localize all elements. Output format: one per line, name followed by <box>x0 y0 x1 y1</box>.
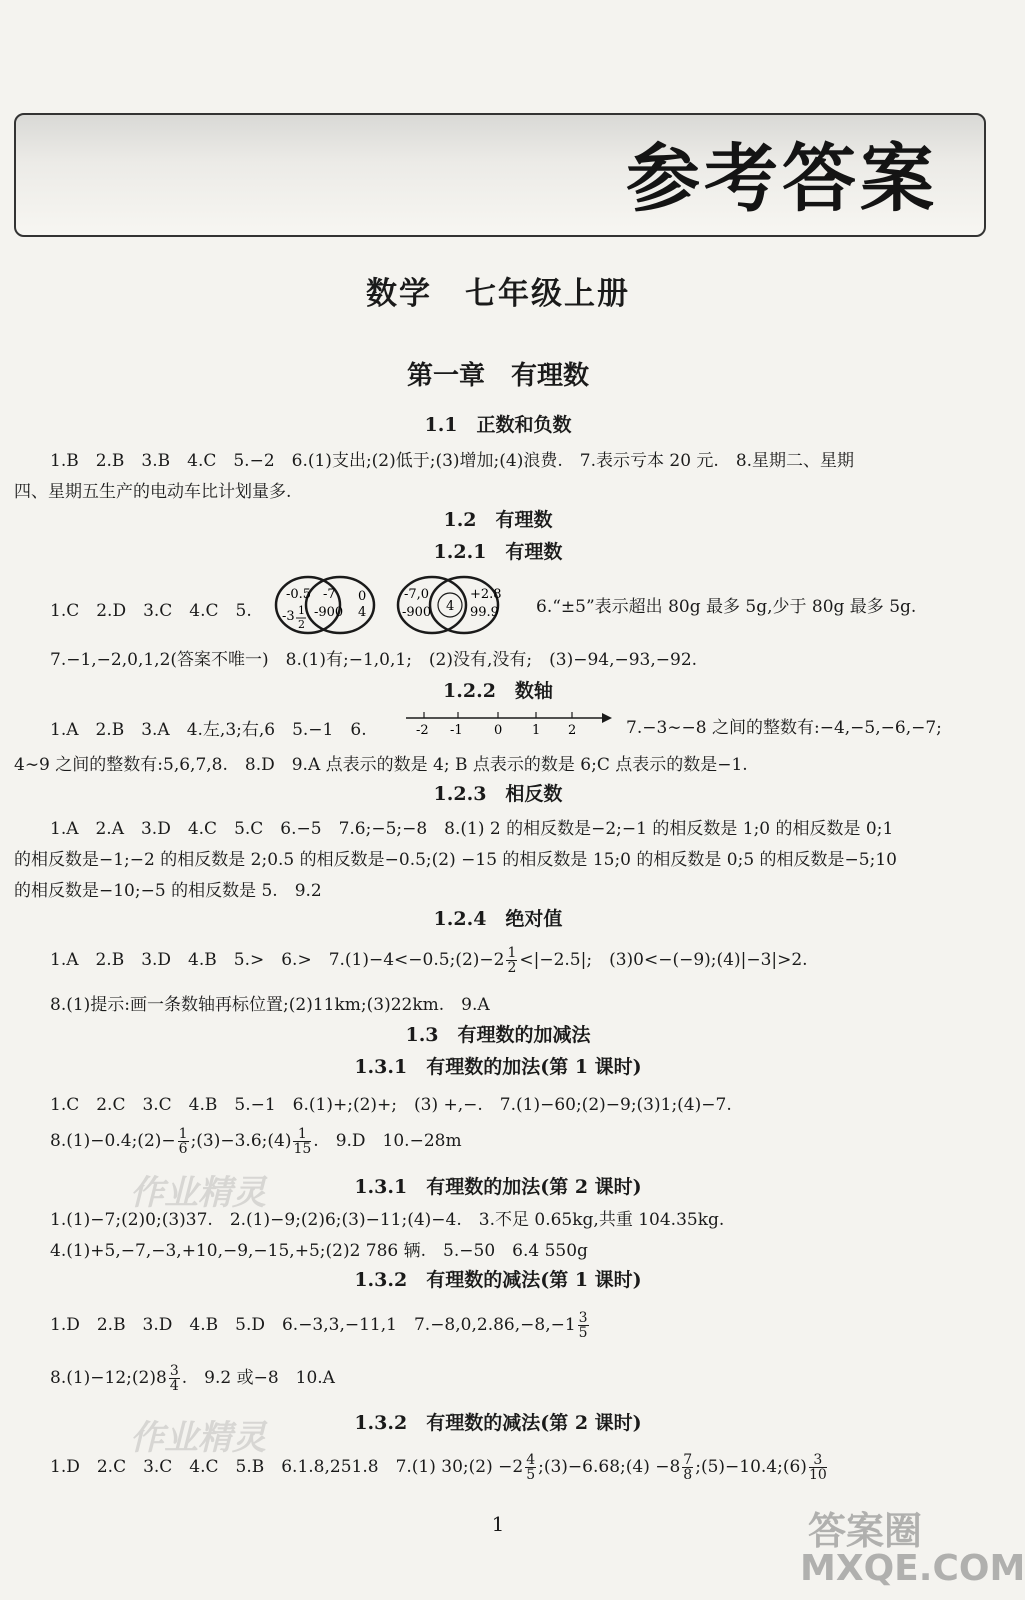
venn1-left-2: 1 <box>298 604 305 617</box>
venn2-left-1: -900 <box>402 605 432 620</box>
chapter-title: 第一章 有理数 <box>406 361 589 391</box>
watermark-logo: 答案圈 <box>808 1509 923 1553</box>
tick-label: 2 <box>568 723 577 738</box>
section-heading: 1.3 有理数的加减法 <box>405 1024 591 1046</box>
section-heading: 1.2.4 绝对值 <box>433 908 563 930</box>
answer-line: 1.A 2.A 3.D 4.C 5.C 6.−5 7.6;−5;−8 8.(1) 2 的相反数是−2;−1 的相反数是 1;0 的相反数是 0;1 <box>50 819 894 839</box>
answer-line: 1.A 2.B 3.A 4.左,3;右,6 5.−1 6. <box>50 720 367 740</box>
section-heading: 1.2.1 有理数 <box>433 541 563 563</box>
section-heading: 1.2.3 相反数 <box>433 783 563 805</box>
venn2-left-0: -7,0 <box>404 587 430 602</box>
answer-line: 1.D 2.B 3.D 4.B 5.D 6.−3,3,−11,1 7.−8,0,2.86,−8,−1 $\frac{3}{5}$ <box>50 1310 588 1341</box>
venn-diagram-1 <box>276 577 374 633</box>
answer-line: 4.(1)+5,−7,−3,+10,−9,−15,+5;(2)2 786 辆. 5.−50 6.4 550g <box>50 1241 588 1261</box>
answer-line: 8.(1)−12;(2)8 $\frac{3}{4}$ . 9.2 或−8 10.A <box>50 1363 335 1394</box>
answer-line: 1.C 2.D 3.C 4.C 5. <box>50 601 252 621</box>
answer-line: 的相反数是−1;−2 的相反数是 2;0.5 的相反数是−0.5;(2) −15 的相反数是 15;0 的相反数是 0;5 的相反数是−5;10 <box>14 850 897 870</box>
book-title: 数学 七年级上册 <box>366 276 630 312</box>
venn2-mid-0: 4 <box>446 599 455 614</box>
fraction: $\frac{7}{8}$ <box>683 1452 693 1483</box>
fraction: $\frac{3}{4}$ <box>169 1363 179 1394</box>
answer-line: 的相反数是−10;−5 的相反数是 5. 9.2 <box>14 881 322 901</box>
venn1-left-1: -3 <box>282 609 295 624</box>
section-heading: 1.3.2 有理数的减法(第 2 课时) <box>354 1412 642 1434</box>
section-heading: 1.2.2 数轴 <box>443 680 553 702</box>
venn1-mid-1: -900 <box>314 605 344 620</box>
venn1-left-3: 2 <box>298 618 305 631</box>
banner-title: 参考答案 <box>626 136 938 222</box>
answer-line: 4∼9 之间的整数有:5,6,7,8. 8.D 9.A 点表示的数是 4; B 点表示的数是 6;C 点表示的数是−1. <box>14 755 748 775</box>
answer-line: 1.(1)−7;(2)0;(3)37. 2.(1)−9;(2)6;(3)−11;(4)−4. 3.不足 0.65kg,共重 104.35kg. <box>50 1210 725 1230</box>
fraction: $\frac{1}{6}$ <box>178 1126 188 1157</box>
venn1-right-1: 4 <box>358 605 367 620</box>
venn1-left-0: -0.5 <box>286 587 312 602</box>
answer-line: 6.“±5”表示超出 80g 最多 5g,少于 80g 最多 5g. <box>536 597 917 617</box>
answer-line: 1.C 2.C 3.C 4.B 5.−1 6.(1)+;(2)+; (3) +,−. 7.(1)−60;(2)−9;(3)1;(4)−7. <box>50 1095 732 1115</box>
tick-label: -2 <box>416 723 429 738</box>
tick-label: 1 <box>532 723 541 738</box>
section-heading: 1.2 有理数 <box>443 509 553 531</box>
venn-diagram-2 <box>398 577 502 633</box>
fraction: $\frac{1}{15}$ <box>293 1126 312 1157</box>
watermark-site: MXQE.COM <box>800 1548 1025 1589</box>
answer-line: 7.−1,−2,0,1,2(答案不唯一) 8.(1)有;−1,0,1; (2)没有,没有; (3)−94,−93,−92. <box>50 650 698 670</box>
tick-label: 0 <box>494 723 503 738</box>
answer-line: 1.A 2.B 3.D 4.B 5.> 6.> 7.(1)−4<−0.5;(2)−2 $\frac{1}{2}$ <|−2.5|; (3)0<−(−9);(4)|−3|>2. <box>50 945 808 976</box>
section-heading: 1.1 正数和负数 <box>424 414 572 436</box>
venn1-mid-0: -7 <box>323 587 336 602</box>
fraction: $\frac{4}{5}$ <box>526 1452 536 1483</box>
venn2-right-1: 99.9 <box>470 605 499 620</box>
fraction: $\frac{3}{10}$ <box>808 1452 827 1483</box>
venn1-right-0: 0 <box>358 589 367 604</box>
section-heading: 1.3.2 有理数的减法(第 1 课时) <box>354 1269 642 1291</box>
answer-line: 8.(1)提示:画一条数轴再标位置;(2)11km;(3)22km. 9.A <box>50 995 490 1015</box>
answer-line: 1.D 2.C 3.C 4.C 5.B 6.1.8,251.8 7.(1) 30;(2) −2 $\frac{4}{5}$ ;(3)−6.68;(4) −8 $\frac{7}{8}$ ;(5)−10.4;(6) $\frac{3}{10}$ <box>50 1452 827 1483</box>
fraction: $\frac{3}{5}$ <box>578 1310 588 1341</box>
answer-line: 7.−3∼−8 之间的整数有:−4,−5,−6,−7; <box>626 718 942 738</box>
number-line <box>402 704 614 738</box>
fraction: $\frac{1}{2}$ <box>507 945 517 976</box>
answer-line: 8.(1)−0.4;(2)− $\frac{1}{6}$ ;(3)−3.6;(4) $\frac{1}{15}$ . 9.D 10.−28m <box>50 1126 462 1157</box>
section-heading: 1.3.1 有理数的加法(第 2 课时) <box>354 1176 642 1198</box>
page-number: 1 <box>491 1512 505 1536</box>
venn-diagrams <box>268 574 518 636</box>
answer-line: 1.B 2.B 3.B 4.C 5.−2 6.(1)支出;(2)低于;(3)增加;(4)浪费. 7.表示亏本 20 元. 8.星期二、星期 <box>50 451 855 471</box>
answer-line: 四、星期五生产的电动车比计划量多. <box>14 482 292 502</box>
tick-label: -1 <box>450 723 463 738</box>
watermark-text: 作业精灵 <box>130 1173 266 1213</box>
watermark-text: 作业精灵 <box>130 1418 266 1458</box>
venn2-right-0: +2.8 <box>470 587 502 602</box>
section-heading: 1.3.1 有理数的加法(第 1 课时) <box>354 1056 642 1078</box>
